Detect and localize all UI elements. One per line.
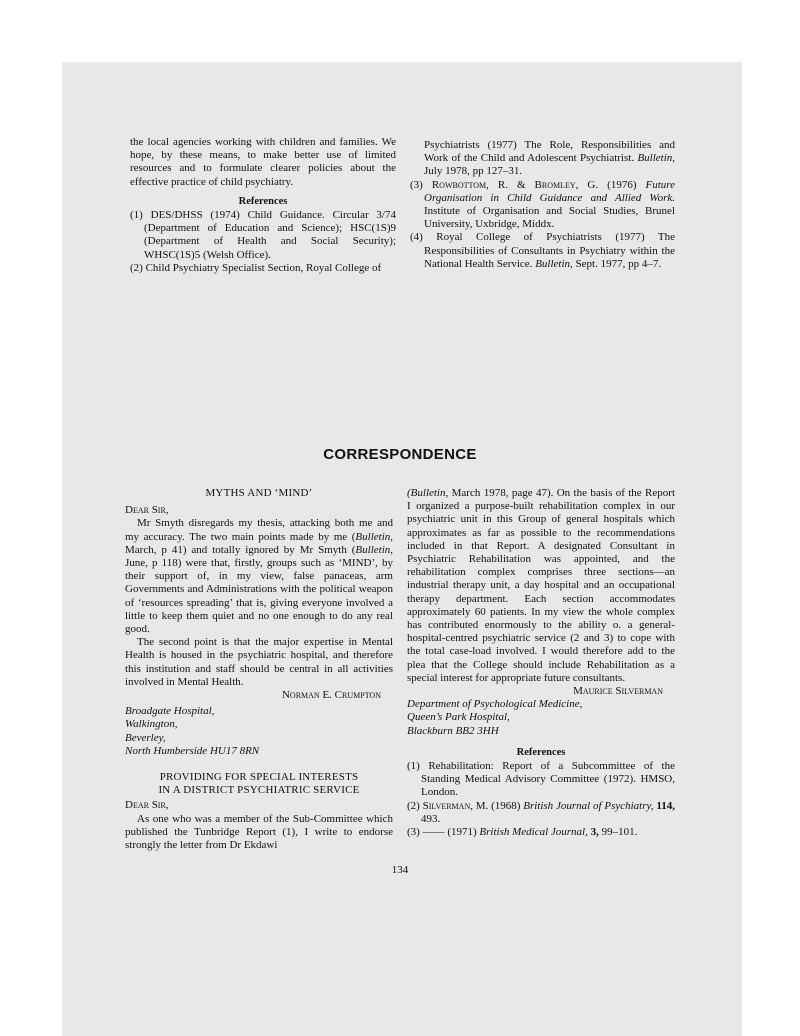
top-margin — [0, 0, 800, 62]
ref-text: July 1978, pp 127–31. — [424, 165, 523, 178]
ref-title: Future Organisation in Child Guidance and Allied Work. — [424, 178, 676, 204]
ref-volume: 3, — [590, 826, 599, 839]
section-title: CORRESPONDENCE — [323, 446, 477, 463]
salutation: Dear Sir, — [125, 504, 169, 517]
ref-author: Rowbottom, R. & Bromley, G. — [431, 178, 599, 191]
ref-author: Silverman, M. — [422, 799, 489, 812]
address-line: Walkington, — [125, 718, 178, 731]
letter-special-interests — [125, 771, 393, 852]
ref-volume: 114, — [656, 799, 675, 812]
body-text: June, p 118) were that, firstly, groups such as ‘MIND’, by their support of, in my view, false panaceas, arm Governments and Administrations with the political weapon of ‘resources spreading’ that is, giving everyone involved a little to keep them quiet and no one enough to do any real good. — [125, 557, 393, 636]
journal-name: Bulletin, — [355, 530, 393, 543]
reference-list — [407, 760, 675, 839]
address-line: Beverley, — [125, 731, 166, 744]
top-left-column — [130, 136, 396, 275]
page-number: 134 — [391, 864, 409, 876]
reference-item — [407, 826, 675, 839]
reference-item — [410, 179, 675, 232]
body-text: Mr Smyth disregards my thesis, attacking both me and my accuracy. The two main points made by me ( — [125, 517, 393, 543]
ref-number: (2) — [407, 799, 420, 812]
references-heading: References — [238, 195, 288, 207]
reference-list — [410, 139, 675, 271]
signature: Maurice Silverman — [573, 685, 663, 698]
body-paragraph: As one who was a member of the Sub-Committee which published the Tunbridge Report (1), I write to endorse strongly the letter from Dr Ekdawi — [125, 812, 393, 852]
address-line: Queen’s Park Hospital, — [407, 711, 510, 724]
closing-paragraph: the local agencies working with children and families. We hope, by these means, to make better use of limited resources and to formulate clearer policies about the effective practice of child psychiatry. — [130, 136, 396, 188]
reference-item: (1) DES/DHSS (1974) Child Guidance. Circular 3/74 (Department of Education and Science); HSC(1S)9 (Department of Health and Social Security); WHSC(1S)5 (Welsh Office). — [130, 209, 396, 261]
ref-text: (4) Royal College of Psychiatrists (1977) The Responsibilities of Consultants in Psychiatry within the National Health Service. — [410, 231, 675, 270]
body-text: March, p 41) and totally ignored by Mr Smyth ( — [125, 543, 356, 556]
body-text: March 1978, page 47). On the basis of the Report I organized a purpose-built rehabilitation complex in our psychiatric unit in this Group of general hospitals which approximates as far as possible to the recommendations included in that Report. A designated Consultant in Psychiatric Rehabilitation was appointed, and the rehabilitation complex comprises three sections—an industrial therapy unit, a day hospital and an occupational therapy department. Each section accommodates approximately 60 patients. In my view the whole complex has contributed enormously to the ability o. a general-hospital-centred psychiatric service (2 and 3) to cope with the total case-load involved. I would therefore add to the plea that the College should include Rehabilitation as a special interest for appropriate future consultants. — [407, 487, 675, 684]
body-paragraph: The second point is that the major expertise in Mental Health is housed in the psychiatric hospital, and therefore this institution and staff should be central in all activities involved in Mental Health. — [125, 636, 393, 688]
reference-list — [130, 209, 396, 275]
letter-myths-and-mind — [125, 487, 393, 758]
journal-name: Bulletin, — [355, 543, 393, 556]
reference-continuation — [410, 139, 675, 179]
letter-heading — [125, 771, 393, 797]
top-right-column — [410, 139, 675, 271]
ref-pages: 99–101. — [601, 826, 638, 839]
reference-item: (1) Rehabilitation: Report of a Subcommittee of the Standing Medical Advisory Committee (1972). HMSO, London. — [407, 760, 675, 799]
ref-text: Institute of Organisation and Social Studies, Brunel University, Uxbridge, Middx. — [424, 205, 675, 231]
address-line: North Humberside HU17 8RN — [125, 744, 260, 757]
reference-item — [410, 231, 675, 271]
address-line: Broadgate Hospital, — [125, 705, 215, 718]
address-block — [125, 705, 393, 758]
body-paragraph — [407, 487, 675, 685]
ref-pages: 493. — [421, 812, 441, 825]
ref-text: Psychiatrists (1977) The Role, Responsibilities and Work of the Child and Adolescent Psychiatrist. — [424, 139, 675, 165]
ref-journal: British Medical Journal, — [479, 826, 588, 839]
reference-item — [407, 800, 675, 826]
heading-line: PROVIDING FOR SPECIAL INTERESTS — [159, 771, 359, 783]
salutation: Dear Sir, — [125, 799, 169, 812]
ref-text: Sept. 1977, pp 4–7. — [575, 257, 662, 270]
ref-text: (3) —— (1971) — [407, 826, 477, 839]
address-block — [407, 698, 675, 738]
heading-line: IN A DISTRICT PSYCHIATRIC SERVICE — [158, 784, 360, 797]
ref-year: (1976) — [607, 178, 637, 191]
reference-item: (2) Child Psychiatry Specialist Section, Royal College of — [130, 261, 382, 274]
ref-year: (1968) — [491, 799, 521, 812]
ref-journal: British Journal of Psychiatry, — [523, 799, 654, 812]
letter-special-interests-continued — [407, 487, 675, 839]
references-heading: References — [516, 746, 566, 758]
ref-journal: Bulletin, — [535, 257, 573, 270]
address-line: Blackburn BB2 3HH — [407, 724, 499, 737]
journal-name: (Bulletin, — [407, 487, 449, 499]
letter-heading: MYTHS AND ‘MIND’ — [205, 487, 313, 499]
body-paragraph — [125, 517, 393, 636]
signature: Norman E. Crumpton — [281, 689, 381, 702]
ref-number: (3) — [410, 178, 423, 191]
address-line: Department of Psychological Medicine, — [407, 698, 583, 711]
ref-journal: Bulletin, — [637, 152, 676, 165]
